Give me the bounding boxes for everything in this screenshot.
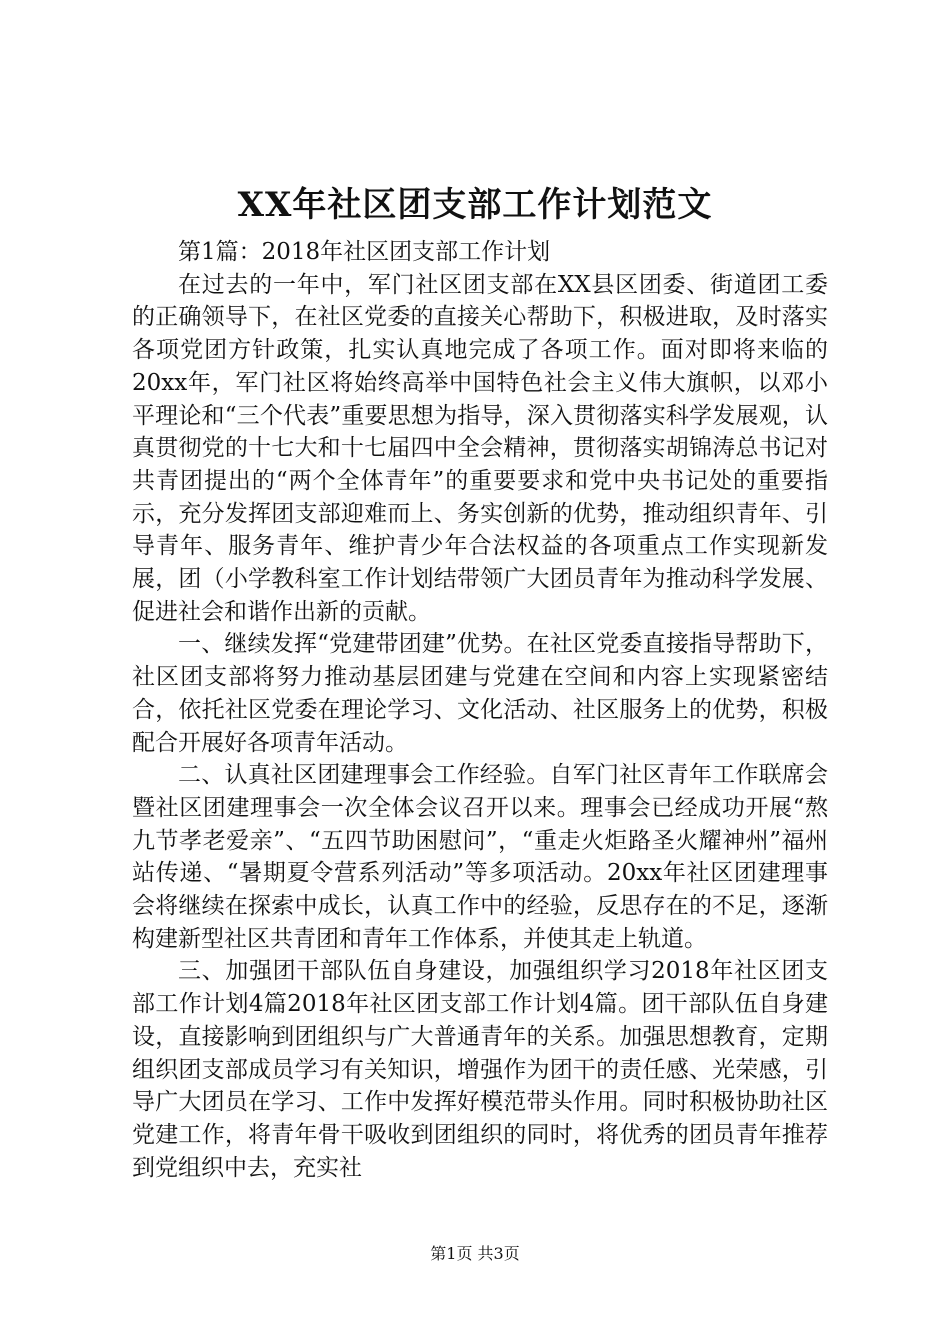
paragraph-intro: 在过去的一年中，军门社区团支部在XX县区团委、街道团工委的正确领导下，在社区党委的直接关心帮助下，积极进取，及时落实各项党团方针政策，扎实认真地完成了各项工作。面对即将来临的20xx年，军门社区将始终高举中国特色社会主义伟大旗帜，以邓小平理论和“三个代表”重要思想为指导，深入贯彻落实科学发展观，认真贯彻党的十七大和十七届四中全会精神，贯彻落实胡锦涛总书记对共青团提出的“两个全体青年”的重要要求和党中央书记处的重要指示，充分发挥团支部迎难而上、务实创新的优势，推动组织青年、引导青年、服务青年、维护青少年合法权益的各项重点工作实现新发展，团（小学教科室工作计划结带领广大团员青年为推动科学发展、促进社会和谐作出新的贡献。 (132, 271, 828, 625)
document-body (132, 236, 828, 1184)
section-heading: 第1篇：2018年社区团支部工作计划 (178, 239, 551, 265)
paragraph-point-2: 二、认真社区团建理事会工作经验。自军门社区青年工作联席会暨社区团建理事会一次全体会议召开以来。理事会已经成功开展“熬九节孝老爱亲”、“五四节助困慰问”，“重走火炬路圣火耀神州”福州站传递、“暑期夏令营系列活动”等多项活动。20xx年社区团建理事会将继续在探索中成长，认真工作中的经验，反思存在的不足，逐渐构建新型社区共青团和青年工作体系，并使其走上轨道。 (132, 762, 828, 952)
page-number: 第1页 共3页 (430, 1244, 520, 1263)
document-title: XX年社区团支部工作计划范文 (237, 185, 713, 225)
paragraph-point-3: 三、加强团干部队伍自身建设，加强组织学习2018年社区团支部工作计划4篇2018年社区团支部工作计划4篇。团干部队伍自身建设，直接影响到团组织与广大普通青年的关系。加强思想教育，定期组织团支部成员学习有关知识，增强作为团干的责任感、光荣感，引导广大团员在学习、工作中发挥好模范带头作用。同时积极协助社区党建工作，将青年骨干吸收到团组织的同时，将优秀的团员青年推荐到党组织中去，充实社 (132, 958, 828, 1181)
paragraph-point-1: 一、继续发挥“党建带团建”优势。在社区党委直接指导帮助下，社区团支部将努力推动基层团建与党建在空间和内容上实现紧密结合，依托社区党委在理论学习、文化活动、社区服务上的优势，积极配合开展好各项青年活动。 (132, 631, 828, 756)
